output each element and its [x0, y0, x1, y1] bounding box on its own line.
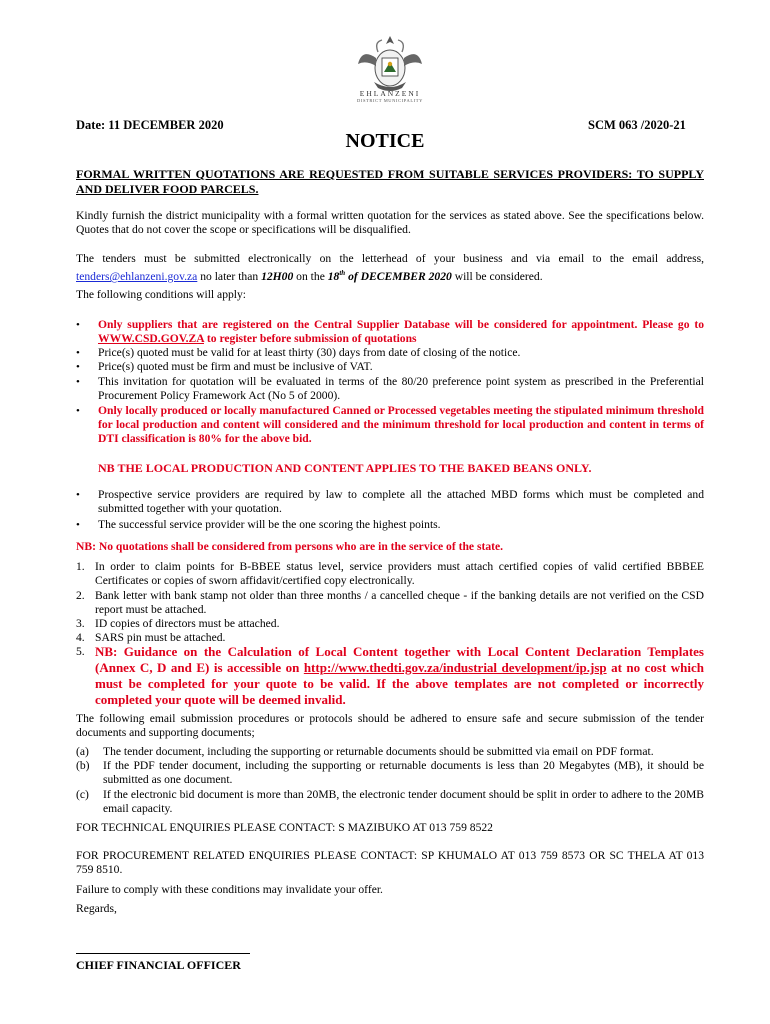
item-number: 4. [76, 631, 85, 644]
signatory-title: CHIEF FINANCIAL OFFICER [76, 958, 241, 972]
nb-state-service: NB: No quotations shall be considered from persons who are in the service of the state. [76, 540, 504, 553]
regards: Regards, [76, 902, 117, 915]
signature-line [76, 953, 250, 954]
logo-name: EHLANZENI [359, 89, 421, 98]
email-procedures-intro: The following email submission procedures or protocols should be adhered to ensure safe and secure submission of the tender documents and supporting documents; [76, 712, 704, 740]
item-number: 1. [76, 560, 85, 573]
numbered-4-text: SARS pin must be attached. [95, 631, 226, 644]
email-rule-b-text: If the PDF tender document, including the supporting or returnable documents is less than 20 Megabytes (MB), it should be submitted as one document. [103, 759, 704, 787]
numbered-2-text: Bank letter with bank stamp not older than three months / a cancelled cheque - if the banking details are not verified on the CSD report must be attached. [95, 589, 704, 617]
numbered-1-text: In order to claim points for B-BBEE status level, service providers must attach certified copies of valid certified BBBEE Certificates or copies of sworn affidavit/certified copy electronically. [95, 560, 704, 588]
condition-1-text-a: Only suppliers that are registered on the Central Supplier Database will be considered for appointment. Please go to [98, 318, 704, 331]
submission-date-rest: of DECEMBER 2020 [345, 270, 452, 284]
condition-item [76, 318, 704, 346]
numbered-3-text: ID copies of directors must be attached. [95, 617, 280, 630]
submission-text-4: will be considered. [451, 270, 543, 284]
more-condition-2-text: The successful service provider will be the one scoring the highest points. [98, 518, 441, 531]
condition-1-text-b: to register before submission of quotations [203, 332, 417, 346]
rule-label: (b) [76, 759, 90, 772]
page-title: NOTICE [345, 130, 425, 152]
notice-date: Date: 11 DECEMBER 2020 [76, 118, 224, 132]
condition-4-text: This invitation for quotation will be evaluated in terms of the 80/20 preference point system as prescribed in the Preferential Procurement Policy Framework Act (No 5 of 2000). [98, 375, 704, 403]
logo-subtitle: DISTRICT MUNICIPALITY [357, 98, 423, 103]
bullet-icon: • [76, 405, 80, 417]
numbered-item [76, 560, 704, 588]
email-rule-item [76, 745, 704, 759]
email-rule-item [76, 788, 704, 816]
subject-heading: FORMAL WRITTEN QUOTATIONS ARE REQUESTED FROM SUITABLE SERVICES PROVIDERS: TO SUPPLY AND DELIVER FOOD PARCELS. [76, 167, 704, 196]
procurement-enquiries: FOR PROCUREMENT RELATED ENQUIRIES PLEASE CONTACT: SP KHUMALO AT 013 759 8573 OR SC THELA AT 013 759 8510. [76, 849, 704, 877]
submission-day-suffix: th [339, 269, 346, 278]
more-condition-1-text: Prospective service providers are required by law to complete all the attached MBD forms which must be completed and submitted together with your quotation. [98, 488, 704, 516]
bullet-icon: • [76, 319, 80, 331]
rule-label: (a) [76, 745, 89, 758]
condition-item [76, 518, 704, 532]
bullet-icon: • [76, 376, 80, 388]
numbered-5-text-a: NB: Guidance on the Calculation of Local Content together with Local Content Declaration Templates (Annex C, D and E) is accessible on [95, 644, 704, 675]
failure-notice: Failure to comply with these conditions may invalidate your offer. [76, 883, 383, 896]
submission-text-2: no later than [197, 270, 262, 284]
condition-item [76, 360, 704, 374]
email-rule-c-text: If the electronic bid document is more than 20MB, the electronic tender document should be split in order to adhere to the 20MB email capacity. [103, 788, 704, 816]
technical-enquiries: FOR TECHNICAL ENQUIRIES PLEASE CONTACT: S MAZIBUKO AT 013 759 8522 [76, 821, 493, 834]
tender-email-link[interactable]: tenders@ehlanzeni.gov.za [76, 270, 198, 284]
submission-time: 12H00 [261, 270, 294, 284]
csd-link[interactable]: WWW.CSD.GOV.ZA [98, 332, 204, 346]
item-number: 5. [76, 645, 85, 658]
conditions-intro: The following conditions will apply: [76, 288, 247, 301]
intro-paragraph: Kindly furnish the district municipality with a formal written quotation for the services as stated above. See the specifications below. Quotes that do not cover the scope or specifications will be disqualified. [76, 209, 704, 237]
condition-item [76, 346, 704, 360]
bullet-icon: • [76, 361, 80, 373]
submission-text-1: The tenders must be submitted electronically on the letterhead of your business and via email to the email address, [76, 252, 704, 265]
numbered-5-text-b: at no cost which must be completed for your quote to be valid. If the above templates are not completed or incorrectly completed your quote will be deemed invalid. [95, 660, 704, 707]
item-number: 3. [76, 617, 85, 630]
email-rule-item [76, 759, 704, 787]
bullet-icon: • [76, 489, 80, 501]
numbered-item [76, 644, 704, 708]
submission-day: 18 [327, 270, 340, 284]
submission-text-3: on the [293, 270, 328, 284]
condition-item [76, 404, 704, 447]
condition-item [76, 375, 704, 403]
bullet-icon: • [76, 347, 80, 359]
bullet-icon: • [76, 519, 80, 531]
condition-5-text: Only locally produced or locally manufactured Canned or Processed vegetables meeting the stipulated minimum threshold for local production and content will considered and the minimum threshold for local production and content in terms of DTI classification is 80% for the above bid. [98, 404, 704, 446]
nb-local-production: NB THE LOCAL PRODUCTION AND CONTENT APPLIES TO THE BAKED BEANS ONLY. [98, 461, 592, 475]
condition-item [76, 488, 704, 516]
numbered-item [76, 617, 704, 631]
numbered-item [76, 589, 704, 617]
rule-label: (c) [76, 788, 89, 801]
dti-link[interactable]: http://www.thedti.gov.za/industrial development/ip.jsp [303, 660, 607, 675]
submission-paragraph [76, 252, 704, 284]
reference-number: SCM 063 /2020-21 [588, 118, 686, 132]
condition-3-text: Price(s) quoted must be firm and must be inclusive of VAT. [98, 360, 373, 373]
condition-2-text: Price(s) quoted must be valid for at least thirty (30) days from date of closing of the notice. [98, 346, 521, 359]
item-number: 2. [76, 589, 85, 602]
email-rule-a-text: The tender document, including the supporting or returnable documents should be submitted via email on PDF format. [103, 745, 654, 758]
